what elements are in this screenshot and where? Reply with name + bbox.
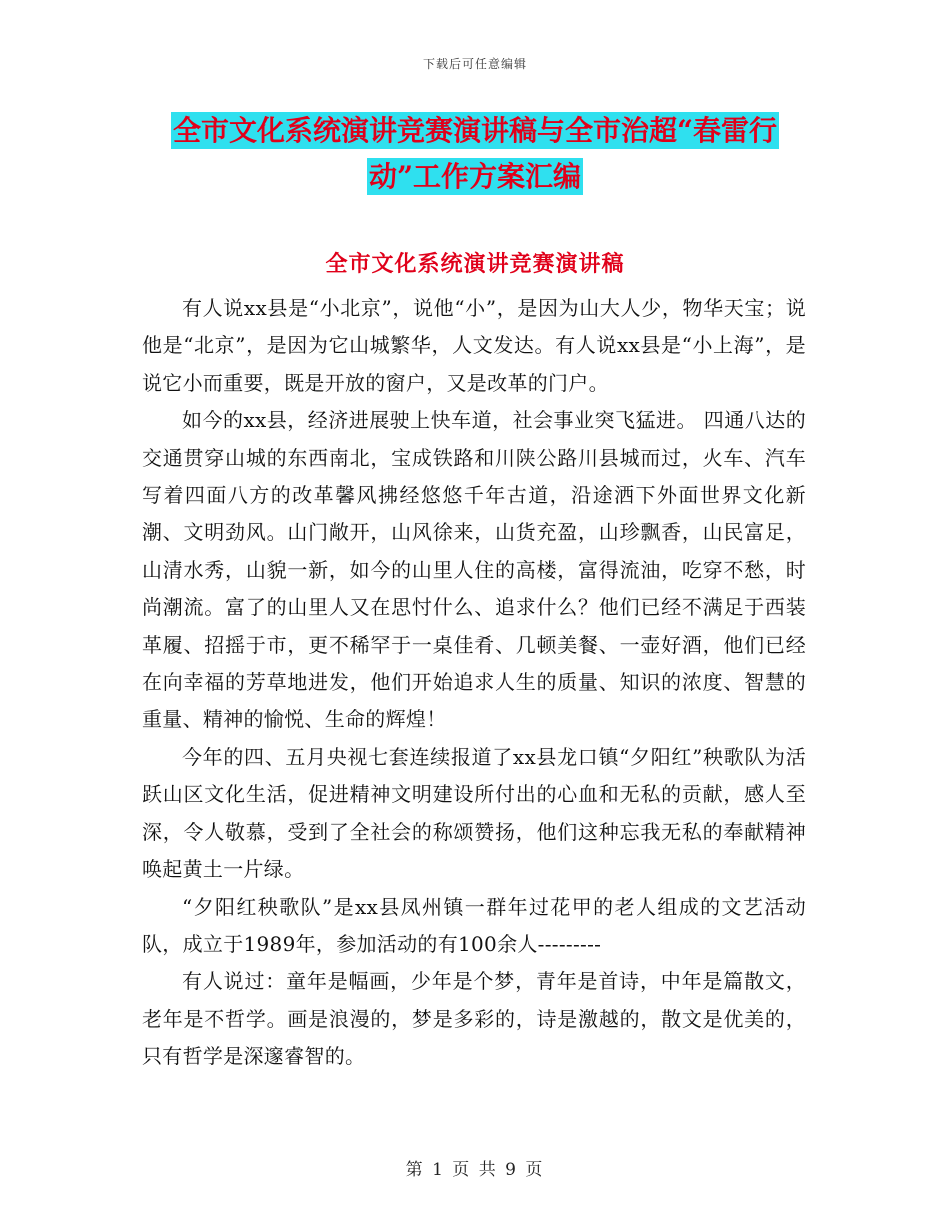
paragraph: 有人说xx县是“小北京”，说他“小”，是因为山大人少，物华天宝；说他是“北京”，是因为它山城繁华，人文发达。有人说xx县是“小上海”，是说它小而重要，既是开放的窗户，又是改革的门户。 bbox=[142, 296, 806, 395]
document-title-line-1: 全市文化系统演讲竞赛演讲稿与全市治超“春雷行 bbox=[172, 114, 778, 147]
paragraph: “夕阳红秧歌队”是xx县凤州镇一群年过花甲的老人组成的文艺活动队，成立于1989年，参加活动的有100余人--------- bbox=[142, 894, 806, 956]
paragraph: 今年的四、五月央视七套连续报道了xx县龙口镇“夕阳红”秧歌队为活跃山区文化生活，促进精神文明建设所付出的心血和无私的贡献，感人至深，令人敬慕，受到了全社会的称颂赞扬，他们这种忘我无私的奉献精神唤起黄土一片绿。 bbox=[142, 744, 806, 882]
document-title bbox=[140, 108, 810, 200]
page-footer: 第 1 页 共 9 页 bbox=[405, 1160, 545, 1180]
paragraph: 有人说过：童年是幅画，少年是个梦，青年是首诗，中年是篇散文，老年是不哲学。画是浪漫的，梦是多彩的，诗是激越的，散文是优美的，只有哲学是深邃睿智的。 bbox=[142, 969, 806, 1069]
header-note: 下载后可任意编辑 bbox=[422, 57, 527, 71]
section-title: 全市文化系统演讲竞赛演讲稿 bbox=[325, 251, 625, 277]
document-title-line-2: 动”工作方案汇编 bbox=[368, 160, 582, 193]
paragraph: 如今的xx县，经济进展驶上快车道，社会事业突飞猛进。 四通八达的交通贯穿山城的东西南北，宝成铁路和川陕公路川县城而过，火车、汽车写着四面八方的改革馨风拂经悠悠千年古道，沿途洒下外面世界文化新潮、文明劲风。山门敞开，山风徐来，山货充盈，山珍飘香，山民富足，山清水秀，山貌一新，如今的山里人住的高楼，富得流油，吃穿不愁，时尚潮流。富了的山里人又在思忖什么、追求什么？他们已经不满足于西装革履、招摇于市，更不稀罕于一桌佳肴、几顿美餐、一壶好酒，他们已经在向幸福的芳草地进发，他们开始追求人生的质量、知识的浓度、智慧的重量、精神的愉悦、生命的辉煌！ bbox=[142, 408, 806, 732]
body-text bbox=[142, 290, 806, 1076]
